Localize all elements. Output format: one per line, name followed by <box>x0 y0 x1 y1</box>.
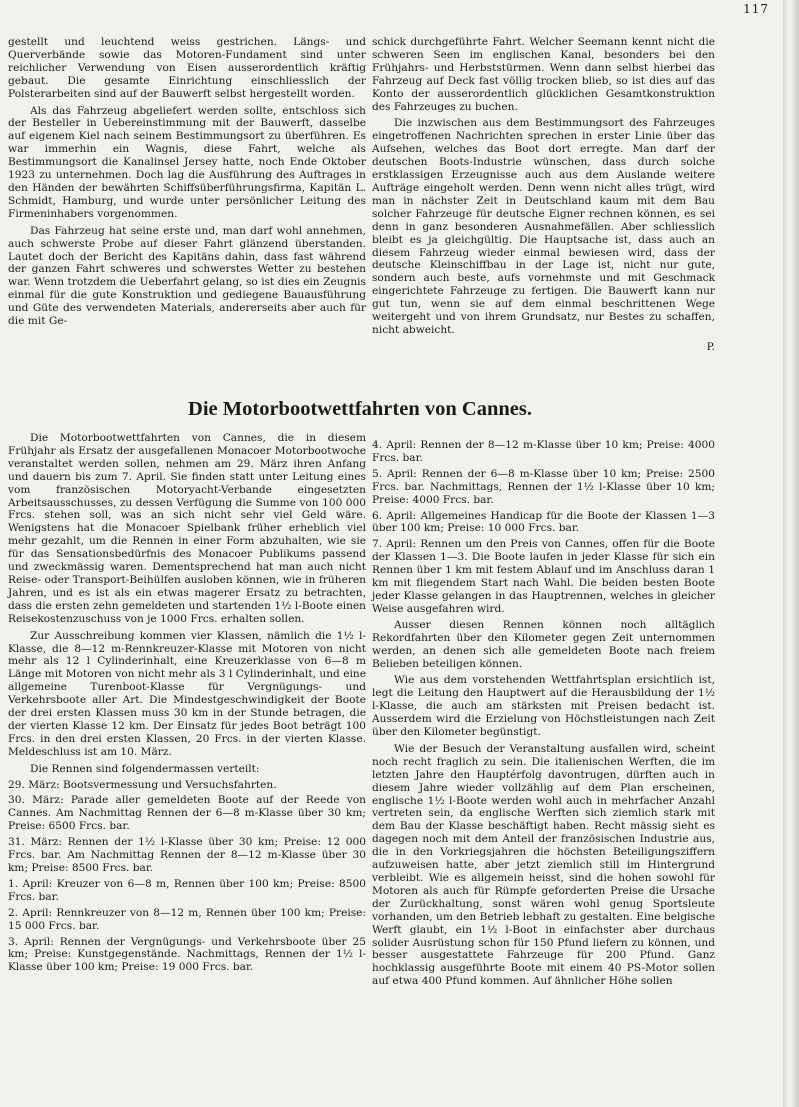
top-article-left-column <box>8 36 366 332</box>
paragraph: Die inzwischen aus dem Bestimmungsort des Fahrzeuges eingetroffenen Nachrichten sprechen in erster Linie über das Aufsehen, welches das Boot dort erregte. Man darf der deutschen Boots-Industrie wünschen, dass durch solche erstklassigen Erzeugnisse auch aus dem Auslande weitere Aufträge eingeholt werden. Denn wenn nicht alles trügt, wird man in nächster Zeit in Deutschland kaum mit dem Bau solcher Fahrzeuge für deutsche Eigner rechnen können, es sei denn in ganz besonderen Ausnahmefällen. Aber schliesslich bleibt es ja gleichgültig. Die Hauptsache ist, dass auch an diesem Fahrzeug wieder einmal bewiesen wird, dass der deutsche Kleinschiffbau in der Lage ist, nicht nur gute, sondern auch beste, aufs vornehmste und mit Geschmack eingerichtete Fahrzeuge zu fertigen. Die Bauwerft kann nur gut tun, wenn sie auf dem einmal beschrittenen Wege weitergeht und von ihrem Grundsatz, nur Bestes zu schaffen, nicht abweicht. <box>372 117 715 336</box>
paragraph: Das Fahrzeug hat seine erste und, man darf wohl annehmen, auch schwerste Probe auf dieser Fahrt glänzend überstanden. Lautet doch der Bericht des Kapitäns dahin, dass fast während der ganzen Fahrt schweres und schwerstes Wetter zu bestehen war. Wenn trotzdem die Ueberfahrt gelang, so ist dies ein Zeugnis einmal für die gute Konstruktion und gediegene Bauausführung und Güte des verwendeten Materials, andererseits aber auch für die mit Ge- <box>8 224 366 328</box>
schedule-intro: Die Rennen sind folgendermassen verteilt: <box>30 762 260 775</box>
paragraph: Als das Fahrzeug abgeliefert werden sollte, entschloss sich der Besteller in Uebereinstimmung mit der Bauwerft, dasselbe auf eigenem Kiel nach seinem Bestimmungsort zu überführen. Es war immerhin ein Wagnis, diese Fahrt, welche als Bestimmungsort die Kanalinsel Jersey hatte, noch Ende Oktober 1923 zu unternehmen. Doch lag die Ausführung des Auftrages in den Händen der bewährten Schiffsüberführungsfirma, Kapitän L. Schmidt, Hamburg, und wurde unter persönlicher Leitung des Firmeninhabers vorgenommen. <box>8 104 366 220</box>
schedule-entry: 1. April: Kreuzer von 6—8 m, Rennen über 100 km; Preise: 8500 Frcs. bar. <box>8 877 366 903</box>
schedule-entry: 6. April: Allgemeines Handicap für die Boote der Klassen 1—3 über 100 km; Preise: 10 000 Frcs. bar. <box>372 509 715 535</box>
main-article-left-column <box>8 432 366 977</box>
schedule-entry: 2. April: Rennkreuzer von 8—12 m, Rennen über 100 km; Preise: 15 000 Frcs. bar. <box>8 906 366 932</box>
article-title: Die Motorbootwettfahrten von Cannes. <box>188 398 532 420</box>
author-signature: P. <box>706 340 715 353</box>
paragraph: Die Motorbootwettfahrten von Cannes, die in diesem Frühjahr als Ersatz der ausgefallenen Monacoer Motorbootwoche veranstaltet werden sollen, nehmen am 29. März ihren Anfang und dauern bis zum 7. April. Sie finden statt unter Leitung eines vom französischen Motoryacht-Verbande eingesetzten Arbeitsausschusses, zu dessen Verfügung die Summe von 100 000 Frcs. stehen soll, was an sich nicht sehr viel Geld wäre. Wenigstens hat die Monacoer Spielbank früher erheblich viel mehr gezahlt, um die Rennen in einer Form abzuhalten, wie sie für das Sensationsbedürfnis des Monacoer Publikums passend und zweckmässig waren. Dementsprechend hat man auch nicht Reise- oder Transport-Beihülfen ausloben können, wie in früheren Jahren, und es ist als ein etwas magerer Ersatz zu betrachten, dass die ersten zehn gemeldeten und startenden 1½ l-Boote einen Reisekostenzuschuss von je 1000 Frcs. erhalten sollen. <box>8 432 366 625</box>
page-edge-shadow <box>783 0 799 1107</box>
schedule-entry: 7. April: Rennen um den Preis von Cannes, offen für die Boote der Klassen 1—3. Die Boote laufen in jeder Klasse für sich ein Rennen über 1 km mit festem Ablauf und im Anschluss daran 1 km mit fliegendem Start nach Wahl. Die beiden besten Boote jeder Klasse gelangen in das Hauptrennen, welches in gleicher Weise ausgefahren wird. <box>372 538 715 615</box>
schedule-entry: 3. April: Rennen der Vergnügungs- und Verkehrsboote über 25 km; Preise: Kunstgegenstände. Nachmittags, Rennen der 1½ l-Klasse über 100 km; Preise: 19 000 Frcs. bar. <box>8 935 366 974</box>
schedule-entry: 31. März: Rennen der 1½ l-Klasse über 30 km; Preise: 12 000 Frcs. bar. Am Nachmittag Rennen der 8—12 m-Klasse über 30 km; Preise: 8500 Frcs. bar. <box>8 836 366 874</box>
page-number: 117 <box>743 2 769 16</box>
main-article-right-column <box>372 439 715 992</box>
schedule-entry: 29. März: Bootsvermessung und Versuchsfahrten. <box>8 778 277 791</box>
paragraph: schick durchgeführte Fahrt. Welcher Seemann kennt nicht die schweren Seen im englischen Kanal, besonders bei den Frühjahrs- und Herbststürmen. Wenn dann selbst hierbei das Fahrzeug auf Deck fast völlig trocken blieb, so ist dies auf das Konto der ausserordentlich glücklichen Gesamtkonstruktion des Fahrzeuges zu buchen. <box>372 36 715 113</box>
paragraph: Ausser diesen Rennen können noch alltäglich Rekordfahrten über den Kilometer gegen Zeit unternommen werden, an denen sich alle gemeldeten Boote nach freiem Belieben beteiligen können. <box>372 618 715 670</box>
schedule-entry: 5. April: Rennen der 6—8 m-Klasse über 10 km; Preise: 2500 Frcs. bar. Nachmittags, Rennen der 1½ l-Klasse über 10 km; Preise: 4000 Frcs. bar. <box>372 467 715 506</box>
paragraph: Zur Ausschreibung kommen vier Klassen, nämlich die 1½ l-Klasse, die 8—12 m-Rennkreuzer-Klasse mit Motoren von nicht mehr als 12 l Cylinderinhalt, eine Kreuzerklasse von 6—8 m Länge mit Motoren von nicht mehr als 3 l Cylinderinhalt, und eine allgemeine Turenboot-Klasse für Vergnügungs- und Verkehrsboote aller Art. Die Mindestgeschwindigkeit der Boote der drei ersten Klassen muss 30 km in der Stunde betragen, die der vierten Klasse 12 km. Der Einsatz für jedes Boot beträgt 100 Frcs. in den drei ersten Klassen, 20 Frcs. in der vierten Klasse. Meldeschluss ist am 10. März. <box>8 629 366 758</box>
race-schedule-continued <box>372 439 715 616</box>
paragraph: Wie der Besuch der Veranstaltung ausfallen wird, scheint noch recht fraglich zu sein. Die italienischen Werften, die im letzten Jahre den Hauptérfolg davontrugen, dürften auch in diesem Jahre wieder vollzählig auf dem Plan erscheinen, englische 1½ l-Boote werden wohl auch in mehrfacher Anzahl vertreten sein, da englische Werften sich ziemlich stark mit dem Bau der Klasse beschäftigt haben. Recht mässig sieht es dagegen noch mit dem Anteil der französischen Industrie aus, die in den Vorkriegsjahren die höchsten Beteiligungsziffern aufzuweisen hatte, aber jetzt ziemlich still im Hintergrund verbleibt. Wie es allgemein heisst, sind die hohen sowohl für Motoren als auch für Rümpfe geforderten Preise die Ursache der Zurückhaltung, sonst wären wohl genug Sportsleute vorhanden, um den Betrieb lebhaft zu gestalten. Eine belgische Werft glaubt, ein 1½ l-Boot in einfachster aber durchaus solider Ausrüstung schon für 150 Pfund liefern zu können, und besser ausgestattete Fahrzeuge für 200 Pfund. Ganz hochklassig ausgeführte Boote mit einem 40 PS-Motor sollen auf etwa 400 Pfund kommen. Auf ähnlicher Höhe sollen <box>372 742 715 988</box>
top-article-right-column <box>372 36 715 358</box>
paragraph: Wie aus dem vorstehenden Wettfahrtsplan ersichtlich ist, legt die Leitung den Hauptwert auf die Herausbildung der 1½ l-Klasse, die auch am stärksten mit Preisen bedacht ist. Ausserdem wird die Erzielung von Höchstleistungen nach Zeit über den Kilometer begünstigt. <box>372 674 715 739</box>
schedule-entry: 4. April: Rennen der 8—12 m-Klasse über 10 km; Preise: 4000 Frcs. bar. <box>372 439 715 464</box>
race-schedule <box>8 763 366 975</box>
schedule-entry: 30. März: Parade aller gemeldeten Boote auf der Reede von Cannes. Am Nachmittag Rennen der 6—8 m-Klasse über 30 km; Preise: 6500 Frcs. bar. <box>8 794 366 833</box>
paragraph: gestellt und leuchtend weiss gestrichen. Längs- und Querverbände sowie das Motoren-Fundament sind unter reichlicher Verwendung von Eisen ausserordentlich kräftig gebaut. Die gesamte Einrichtung einschliesslich der Polsterarbeiten sind auf der Bauwerft selbst hergestellt worden. <box>8 36 366 100</box>
